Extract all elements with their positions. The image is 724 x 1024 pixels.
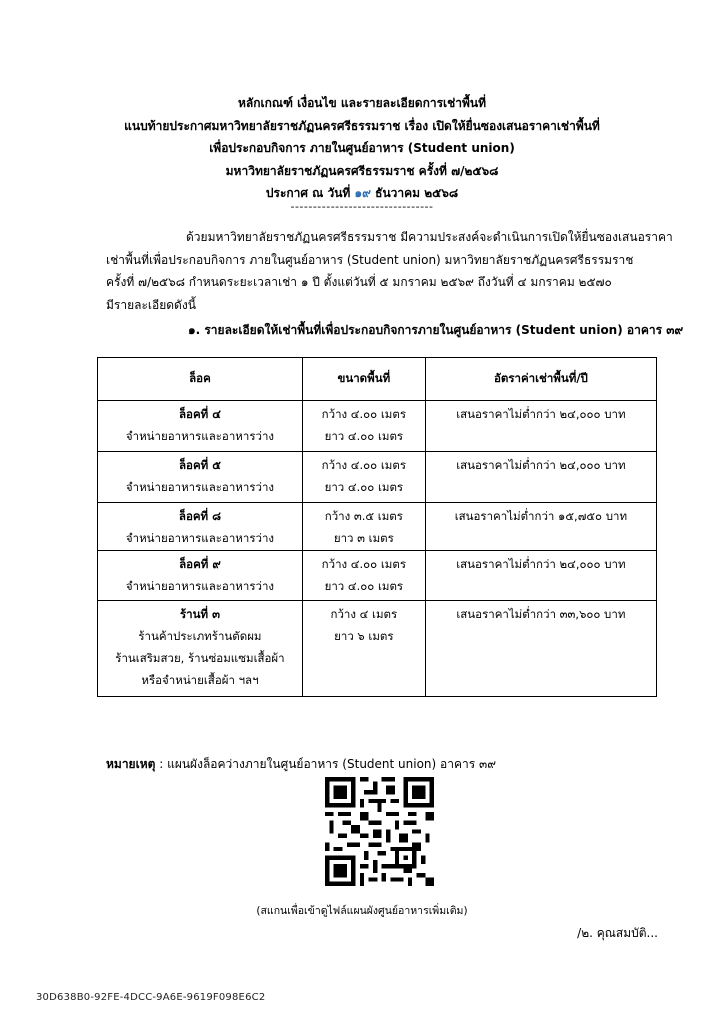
- date-day: ๑๙: [354, 186, 371, 201]
- size-length: ยาว ๔.๐๐ เมตร: [324, 480, 404, 494]
- lock-desc: หรือจำหน่ายเสื้อผ้า ฯลฯ: [141, 673, 259, 687]
- header-title: หลักเกณฑ์ เงื่อนไข และรายละเอียดการเช่าพื้นที่: [237, 96, 487, 110]
- intro-line-4: มีรายละเอียดดังนี้: [106, 297, 196, 312]
- size-cell: [302, 401, 425, 452]
- size-length: ยาว ๖ เมตร: [334, 629, 394, 643]
- lock-cell: [98, 401, 303, 452]
- remark-label: หมายเหตุ: [106, 757, 156, 771]
- rate-cell: [425, 601, 656, 697]
- lock-desc: จำหน่ายอาหารและอาหารว่าง: [125, 480, 275, 494]
- continued-text: /๒. คุณสมบัติ...: [577, 926, 658, 940]
- size-cell: [302, 452, 425, 503]
- size-width: กว้าง ๓.๕ เมตร: [324, 509, 403, 523]
- size-cell: [302, 551, 425, 601]
- size-cell: [302, 503, 425, 551]
- intro-paragraph: [106, 226, 672, 316]
- header-subtitle: แนบท้ายประกาศมหาวิทยาลัยราชภัฏนครศรีธรรมราช เรื่อง เปิดให้ยื่นซองเสนอราคาเช่าพื้นที่: [124, 118, 600, 133]
- size-length: ยาว ๓ เมตร: [333, 531, 394, 545]
- lease-table: [97, 357, 657, 697]
- lock-desc: ร้านค้าประเภทร้านตัดผม: [138, 629, 262, 643]
- rate-value: เสนอราคาไม่ต่ำกว่า ๒๔,๐๐๐ บาท: [456, 458, 626, 472]
- qr-caption: (สแกนเพื่อเข้าดูไฟล์แผนผังศูนย์อาหารเพิ่มเติม): [256, 905, 468, 917]
- intro-line-2: เช่าพื้นที่เพื่อประกอบกิจการ ภายในศูนย์อาหาร (Student union) มหาวิทยาลัยราชภัฏนครศรีธรรมราช: [106, 252, 634, 267]
- lock-desc: จำหน่ายอาหารและอาหารว่าง: [125, 579, 275, 593]
- date-prefix: ประกาศ ณ วันที่: [265, 186, 355, 201]
- size-cell: [302, 601, 425, 697]
- size-width: กว้าง ๔ เมตร: [330, 607, 398, 621]
- lock-name: ล็อคที่ ๘: [178, 509, 222, 523]
- col-header-size: ขนาดพื้นที่: [302, 358, 425, 401]
- size-length: ยาว ๔.๐๐ เมตร: [324, 429, 404, 443]
- lock-cell: [98, 601, 303, 697]
- lock-desc: จำหน่ายอาหารและอาหารว่าง: [125, 531, 275, 545]
- lock-desc: ร้านเสริมสวย, ร้านซ่อมแซมเสื้อผ้า: [115, 651, 285, 665]
- lock-cell: [98, 503, 303, 551]
- col-header-lock: ล็อค: [98, 358, 303, 401]
- lock-desc: จำหน่ายอาหารและอาหารว่าง: [125, 429, 275, 443]
- section-1-title: ๑. รายละเอียดให้เช่าพื้นที่เพื่อประกอบกิจการภายในศูนย์อาหาร (Student union) อาคาร ๓๙: [188, 323, 684, 337]
- remark: [106, 755, 496, 774]
- lock-name: ร้านที่ ๓: [179, 607, 220, 621]
- header-business-line: เพื่อประกอบกิจการ ภายในศูนย์อาหาร (Student union): [209, 141, 515, 156]
- qr-code-icon[interactable]: [325, 777, 434, 886]
- rate-cell: [425, 551, 656, 601]
- rate-value: เสนอราคาไม่ต่ำกว่า ๒๔,๐๐๐ บาท: [456, 407, 626, 421]
- table-header-row: [98, 358, 657, 401]
- table-row: [98, 601, 657, 697]
- lock-name: ล็อคที่ ๙: [179, 557, 221, 571]
- size-width: กว้าง ๔.๐๐ เมตร: [321, 407, 407, 421]
- document-header: [0, 92, 724, 205]
- divider: --------------------------------: [290, 200, 434, 213]
- rate-cell: [425, 401, 656, 452]
- intro-line-1: ด้วยมหาวิทยาลัยราชภัฏนครศรีธรรมราช มีความประสงค์จะดำเนินการเปิดให้ยื่นซองเสนอราคา: [186, 230, 673, 244]
- rate-cell: [425, 452, 656, 503]
- rate-cell: [425, 503, 656, 551]
- lock-name: ล็อคที่ ๕: [178, 458, 221, 472]
- document-id: 30D638B0-92FE-4DCC-9A6E-9619F098E6C2: [36, 992, 266, 1003]
- table-row: [98, 503, 657, 551]
- size-width: กว้าง ๔.๐๐ เมตร: [321, 458, 407, 472]
- intro-line-3: ครั้งที่ ๗/๒๕๖๘ กำหนดระยะเวลาเช่า ๑ ปี ตั้งแต่วันที่ ๕ มกราคม ๒๕๖๙ ถึงวันที่ ๔ มกราคม ๒๕๗๐: [106, 275, 612, 289]
- col-header-rate: อัตราค่าเช่าพื้นที่/ปี: [425, 358, 656, 401]
- table-row: [98, 551, 657, 601]
- rate-value: เสนอราคาไม่ต่ำกว่า ๑๕,๗๕๐ บาท: [454, 509, 628, 523]
- table-row: [98, 452, 657, 503]
- lock-cell: [98, 452, 303, 503]
- remark-text: : แผนผังล็อคว่างภายในศูนย์อาหาร (Student union) อาคาร ๓๙: [155, 757, 496, 771]
- rate-value: เสนอราคาไม่ต่ำกว่า ๒๔,๐๐๐ บาท: [456, 557, 626, 571]
- lock-cell: [98, 551, 303, 601]
- size-length: ยาว ๔.๐๐ เมตร: [324, 579, 404, 593]
- date-suffix: ธันวาคม ๒๕๖๘: [370, 186, 459, 201]
- size-width: กว้าง ๔.๐๐ เมตร: [321, 557, 407, 571]
- lock-name: ล็อคที่ ๔: [178, 407, 221, 421]
- rate-value: เสนอราคาไม่ต่ำกว่า ๓๓,๖๐๐ บาท: [456, 607, 626, 621]
- header-round-line: มหาวิทยาลัยราชภัฏนครศรีธรรมราช ครั้งที่ ๗/๒๕๖๘: [225, 163, 499, 178]
- table-row: [98, 401, 657, 452]
